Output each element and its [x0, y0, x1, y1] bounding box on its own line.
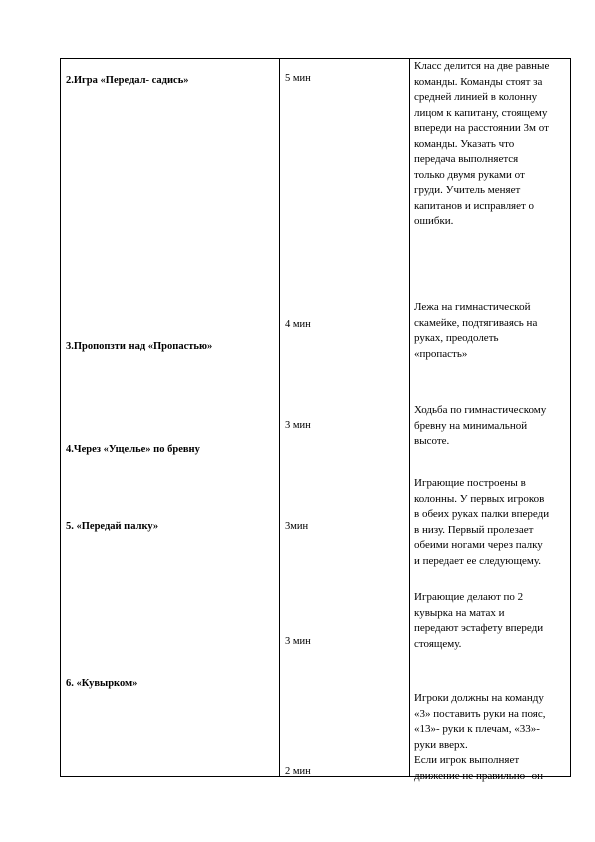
table-border-right — [570, 58, 571, 777]
description-line: команды. Команды стоят за — [414, 75, 543, 88]
description-line: лицом к капитану, стоящему — [414, 106, 548, 119]
game-title: 6. «Кувырком» — [66, 678, 138, 689]
game-description — [414, 590, 569, 652]
description-line: Лежа на гимнастической — [414, 301, 531, 313]
game-description — [414, 691, 569, 784]
description-line: передача выполняется — [414, 153, 519, 165]
description-line: впереди на расстоянии 3м от — [414, 122, 549, 134]
description-line: капитанов и исправляет о — [414, 199, 535, 212]
description-line: «13»- руки к плечам, «33»- — [414, 723, 540, 735]
game-title: 4.Через «Ущелье» по бревну — [66, 444, 200, 455]
game-description — [414, 300, 569, 362]
game-title: 3.Пропопзти над «Пропастью» — [66, 341, 213, 352]
table-column-divider — [279, 58, 280, 777]
description-line: Ходьба по гимнастическому — [414, 404, 547, 416]
description-line: в низу. Первый пролезает — [414, 523, 534, 536]
description-line: руки вверх. — [414, 738, 468, 751]
description-line: «пропасть» — [414, 347, 468, 360]
description-line: Если игрок выполняет — [414, 754, 520, 766]
duration: 3мин — [285, 521, 309, 532]
description-line: Класс делится на две равные — [414, 60, 550, 72]
description-line: движение не правильно- он — [414, 769, 543, 782]
description-line: в обеих руках палки впереди — [414, 508, 550, 520]
game-description — [414, 403, 569, 450]
description-line: Играющие построены в — [414, 477, 526, 489]
description-line: команды. Указать что — [414, 137, 515, 150]
description-line: «3» поставить руки на пояс, — [414, 707, 546, 720]
description-line: и передает ее следующему. — [414, 554, 541, 567]
duration: 2 мин — [285, 766, 311, 777]
description-line: ошибки. — [414, 215, 454, 227]
description-line: Играющие делают по 2 — [414, 591, 524, 603]
description-line: груди. Учитель меняет — [414, 184, 521, 196]
duration: 3 мин — [285, 420, 311, 431]
description-line: руках, преодолеть — [414, 332, 499, 344]
table-column-divider — [409, 58, 410, 777]
description-line: высоте. — [414, 435, 450, 447]
description-line: передают эстафету впереди — [414, 622, 544, 634]
description-line: стоящему. — [414, 637, 462, 650]
description-line: скамейке, подтягиваясь на — [414, 316, 538, 329]
game-description — [414, 476, 569, 569]
description-line: колонны. У первых игроков — [414, 492, 545, 505]
game-title: 2.Игра «Передал- садись» — [66, 75, 189, 86]
game-title: 5. «Передай палку» — [66, 521, 159, 532]
game-description — [414, 59, 569, 230]
description-line: бревну на минимальной — [414, 419, 528, 432]
table-border-left — [60, 58, 61, 777]
description-line: Игроки должны на команду — [414, 692, 544, 704]
description-line: кувырка на матах и — [414, 606, 505, 619]
duration: 4 мин — [285, 319, 311, 330]
description-line: только двумя руками от — [414, 168, 525, 181]
description-line: средней линией в колонну — [414, 91, 538, 103]
description-line: обеими ногами через палку — [414, 539, 543, 551]
lesson-table — [60, 58, 571, 782]
duration: 3 мин — [285, 636, 311, 647]
duration: 5 мин — [285, 73, 311, 84]
